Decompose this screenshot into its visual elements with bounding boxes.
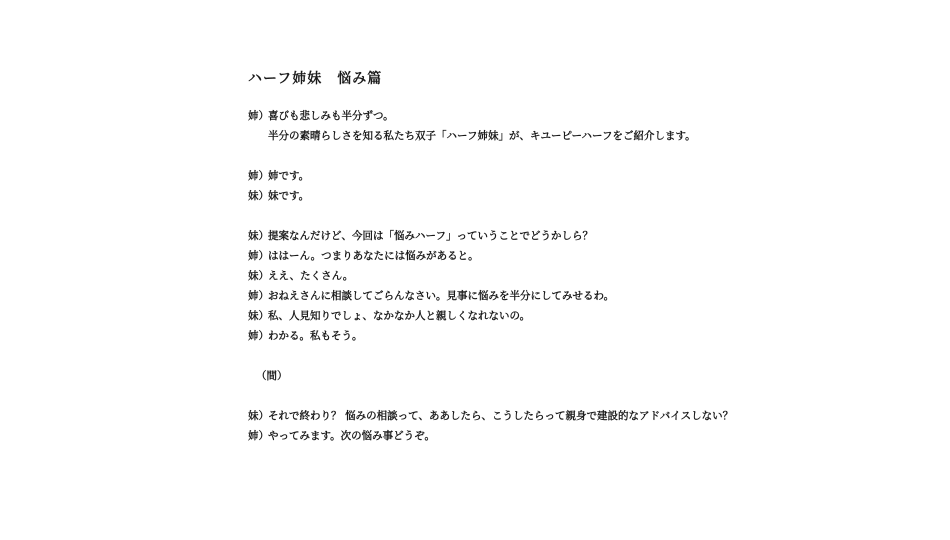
speaker-label: 妹）: [248, 230, 269, 242]
speaker-label: 姉）: [248, 110, 269, 122]
dialogue-line: [248, 426, 808, 446]
dialogue-line: [248, 166, 808, 186]
dialogue-block: [248, 226, 808, 346]
dialogue-line: [248, 106, 808, 126]
dialogue-line: [248, 226, 808, 246]
speaker-label: 妹）: [248, 190, 269, 202]
line-text: 姉です。: [268, 170, 310, 182]
greeting-block: [248, 166, 808, 206]
line-text: 喜びも悲しみも半分ずつ。: [268, 110, 394, 122]
closing-block: [248, 406, 808, 446]
speaker-label: 姉）: [248, 430, 269, 442]
stage-direction-pause: （間）: [256, 370, 288, 382]
dialogue-line-continued: [248, 126, 808, 146]
line-text: わかる。私もそう。: [268, 330, 363, 342]
dialogue-line: [248, 406, 808, 426]
dialogue-line: [248, 246, 808, 266]
line-text: おねえさんに相談してごらんなさい。見事に悩みを半分にしてみせるわ。: [268, 290, 615, 302]
line-text: 私、人見知りでしょ、なかなか人と親しくなれないの。: [268, 310, 531, 322]
dialogue-line: [248, 266, 808, 286]
document-title: ハーフ姉妹 悩み篇: [248, 71, 383, 87]
speaker-label: 妹）: [248, 270, 269, 282]
line-text: 提案なんだけど、今回は「悩みハーフ」っていうことでどうかしら？: [268, 230, 593, 242]
script-document: [248, 68, 808, 446]
dialogue-line: [248, 186, 808, 206]
speaker-label: 姉）: [248, 290, 269, 302]
line-text: やってみます。次の悩み事どうぞ。: [268, 430, 435, 442]
line-text: それで終わり？ 悩みの相談って、ああしたら、こうしたらって親身で建設的なアドバイスしない？: [268, 410, 734, 422]
speaker-label: 姉）: [248, 250, 269, 262]
intro-block: [248, 106, 808, 146]
dialogue-line: [248, 326, 808, 346]
line-text: 妹です。: [268, 190, 310, 202]
line-text: ええ、たくさん。: [268, 270, 354, 282]
dialogue-line: [248, 286, 808, 306]
speaker-label: 姉）: [248, 330, 269, 342]
line-text: ははーん。つまりあなたには悩みがあると。: [268, 250, 479, 262]
dialogue-line: [248, 306, 808, 326]
speaker-label: 姉）: [248, 170, 269, 182]
speaker-label: 妹）: [248, 310, 269, 322]
speaker-label: 妹）: [248, 410, 269, 422]
line-text: 半分の素晴らしさを知る私たち双子「ハーフ姉妹」が、キユーピーハーフをご紹介します。: [268, 130, 696, 142]
